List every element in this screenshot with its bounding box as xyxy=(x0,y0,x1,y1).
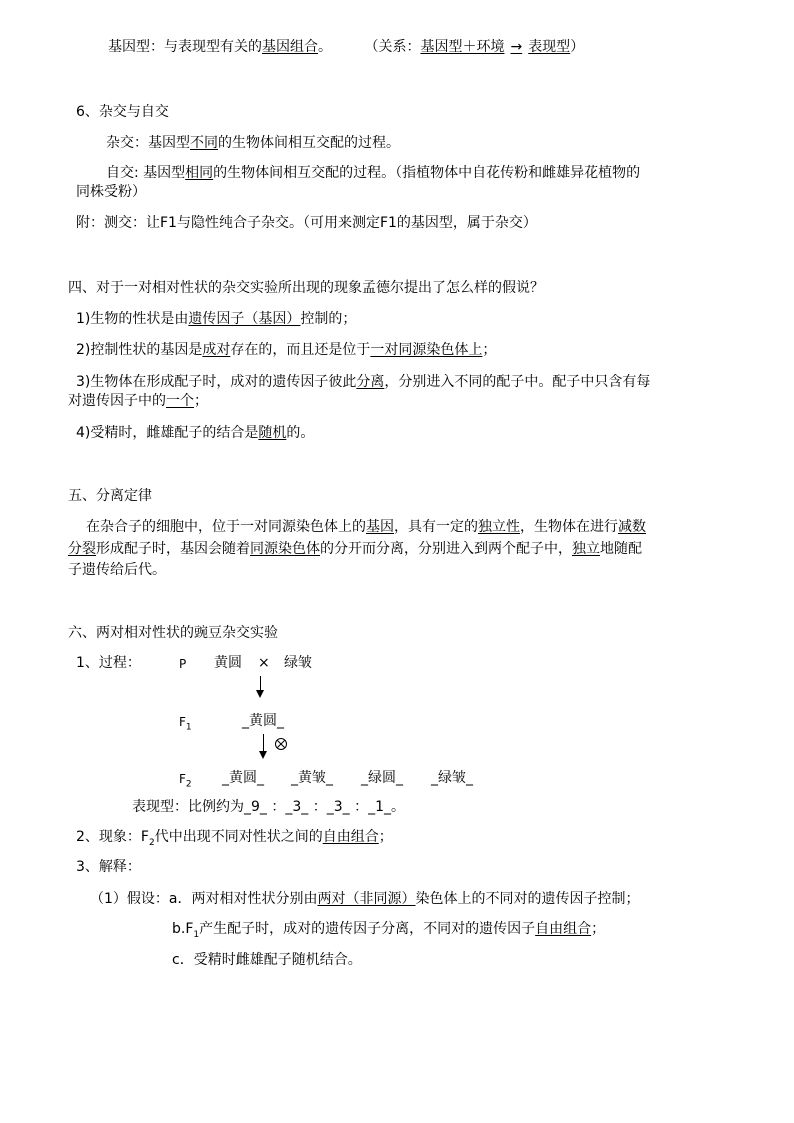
subscript: 2 xyxy=(148,837,155,848)
section-title: 四、对于一对相对性状的杂交实验所出现的现象孟德尔提出了怎么样的假说？ xyxy=(68,280,544,296)
text: ； xyxy=(378,829,393,845)
text: 产生配子时，成对的遗传因子分离，不同对的遗传因子 xyxy=(199,921,536,937)
term-underlined: 两对（非同源） xyxy=(317,891,416,907)
term-underlined: 遗传因子（基因） xyxy=(188,311,301,327)
hypothesis-1 xyxy=(76,310,356,328)
selfing-definition xyxy=(106,164,640,182)
subscript: 1 xyxy=(193,929,200,940)
text: ； xyxy=(194,393,208,409)
text: 2)控制性状的基因是 xyxy=(76,342,203,358)
f1-label xyxy=(179,713,192,736)
text: ，分别进入不同的配子中。配子中只含有每 xyxy=(384,374,651,390)
parent-label: P xyxy=(179,657,187,671)
term-underlined: 一个 xyxy=(166,393,194,409)
text: 的。 xyxy=(286,425,315,441)
subscript: 2 xyxy=(185,779,192,790)
cross-symbol: × xyxy=(258,655,270,671)
text: 对遗传因子中的 xyxy=(68,393,166,409)
arrow-down-icon xyxy=(263,734,264,752)
text: 的分开而分离，分别进入到两个配子中， xyxy=(320,541,572,557)
text: （关系： xyxy=(364,39,421,55)
term-underlined: 不同 xyxy=(190,135,218,151)
term-underlined: 分裂 xyxy=(68,541,96,557)
phenomenon-line xyxy=(76,828,393,852)
f1-phenotype: _黄圆_ xyxy=(242,713,284,729)
subscript: 1 xyxy=(185,722,192,733)
phenotype-ratio: 表现型：比例约为_9_ ：_3_ ：_3_ ：_1_。 xyxy=(132,799,405,815)
hypothesis-3-cont xyxy=(68,392,208,410)
self-cross-icon xyxy=(275,738,287,750)
hypothesis-2 xyxy=(76,341,496,359)
term-underlined: 随机 xyxy=(258,425,287,441)
term-underlined: 自由组合 xyxy=(535,921,592,937)
f2-yellow-wrinkled: _黄皱_ xyxy=(291,770,333,786)
parent-yellow-round: 黄圆 xyxy=(214,655,242,671)
text: 。 xyxy=(318,39,332,55)
term-underlined: 相同 xyxy=(185,165,214,181)
f2-green-wrinkled: _绿皱_ xyxy=(431,770,473,786)
term-underlined: 分离 xyxy=(356,374,385,390)
selfing-definition-cont: 同株受粉） xyxy=(76,184,146,200)
segregation-law-line-3: 子遗传给后代。 xyxy=(68,562,166,578)
text: 1)生物的性状是由 xyxy=(76,311,189,327)
parent-green-wrinkled: 绿皱 xyxy=(284,655,312,671)
text: F xyxy=(179,772,186,786)
term-underlined: 一对同源染色体上 xyxy=(370,342,483,358)
text: ，生物体在进行 xyxy=(520,519,618,535)
text: ，具有一定的 xyxy=(394,519,478,535)
text: 杂交：基因型 xyxy=(106,135,190,151)
arrow-down-icon xyxy=(256,690,264,698)
testcross-note: 附：测交：让F1与隐性纯合子杂交。（可用来测定F1的基因型，属于杂交） xyxy=(76,215,537,231)
text: 代中出现不同对性状之间的 xyxy=(154,829,323,845)
term-underlined: 减数 xyxy=(618,519,646,535)
explanation-a xyxy=(90,890,640,908)
text: 2、现象：F xyxy=(76,829,149,845)
text: 在杂合子的细胞中，位于一对同源染色体上的 xyxy=(86,519,366,535)
text: b.F xyxy=(172,921,194,937)
term-underlined: 基因 xyxy=(366,519,394,535)
section-title: 六、两对相对性状的豌豆杂交实验 xyxy=(68,625,278,641)
text: ） xyxy=(570,39,585,55)
f2-yellow-round: _黄圆_ xyxy=(222,770,264,786)
term-underlined: 独立性 xyxy=(478,519,520,535)
term-underlined: 基因型＋环境 xyxy=(420,39,505,55)
text: 自交: 基因型 xyxy=(106,165,186,181)
text: 染色体上的不同对的遗传因子控制； xyxy=(415,891,640,907)
segregation-law-line-2 xyxy=(68,540,642,558)
text: F xyxy=(179,715,186,729)
explanation-label: 3、解释： xyxy=(76,859,141,875)
text: 基因型：与表现型有关的 xyxy=(108,39,262,55)
segregation-law-line-1 xyxy=(86,518,646,536)
section-title: 6、杂交与自交 xyxy=(76,104,169,120)
term-underlined: 同源染色体 xyxy=(250,541,320,557)
text: ； xyxy=(591,921,606,937)
arrow-right-icon: → xyxy=(510,39,523,55)
explanation-b xyxy=(172,920,605,944)
text: 控制的； xyxy=(300,311,357,327)
text: ； xyxy=(482,342,497,358)
process-label: 1、过程： xyxy=(76,655,141,671)
hypothesis-3 xyxy=(76,373,650,391)
text: 3)生物体在形成配子时，成对的遗传因子彼此 xyxy=(76,374,357,390)
f2-label xyxy=(179,770,192,793)
explanation-c: c．受精时雌雄配子随机结合。 xyxy=(172,952,362,968)
text: （1）假设：a．两对相对性状分别由 xyxy=(90,891,318,907)
term-underlined: 自由组合 xyxy=(322,829,379,845)
section-title: 五、分离定律 xyxy=(68,488,152,504)
text: 地随配 xyxy=(600,541,642,557)
arrow-down-icon xyxy=(259,751,267,759)
text: 的生物体间相互交配的过程。 xyxy=(218,135,400,151)
hypothesis-4 xyxy=(76,424,314,442)
genotype-definition-line xyxy=(108,38,584,56)
hybrid-definition xyxy=(106,134,400,152)
text: 4)受精时，雌雄配子的结合是 xyxy=(76,425,259,441)
term-underlined: 基因组合 xyxy=(262,39,318,55)
text: 形成配子时，基因会随着 xyxy=(96,541,250,557)
text: 的生物体间相互交配的过程。（指植物体中自花传粉和雌雄异花植物的 xyxy=(213,165,641,181)
term-underlined: 成对 xyxy=(202,342,231,358)
text: 存在的，而且还是位于 xyxy=(230,342,371,358)
term-underlined: 独立 xyxy=(572,541,600,557)
f2-green-round: _绿圆_ xyxy=(361,770,403,786)
term-underlined: 表现型 xyxy=(528,39,571,55)
